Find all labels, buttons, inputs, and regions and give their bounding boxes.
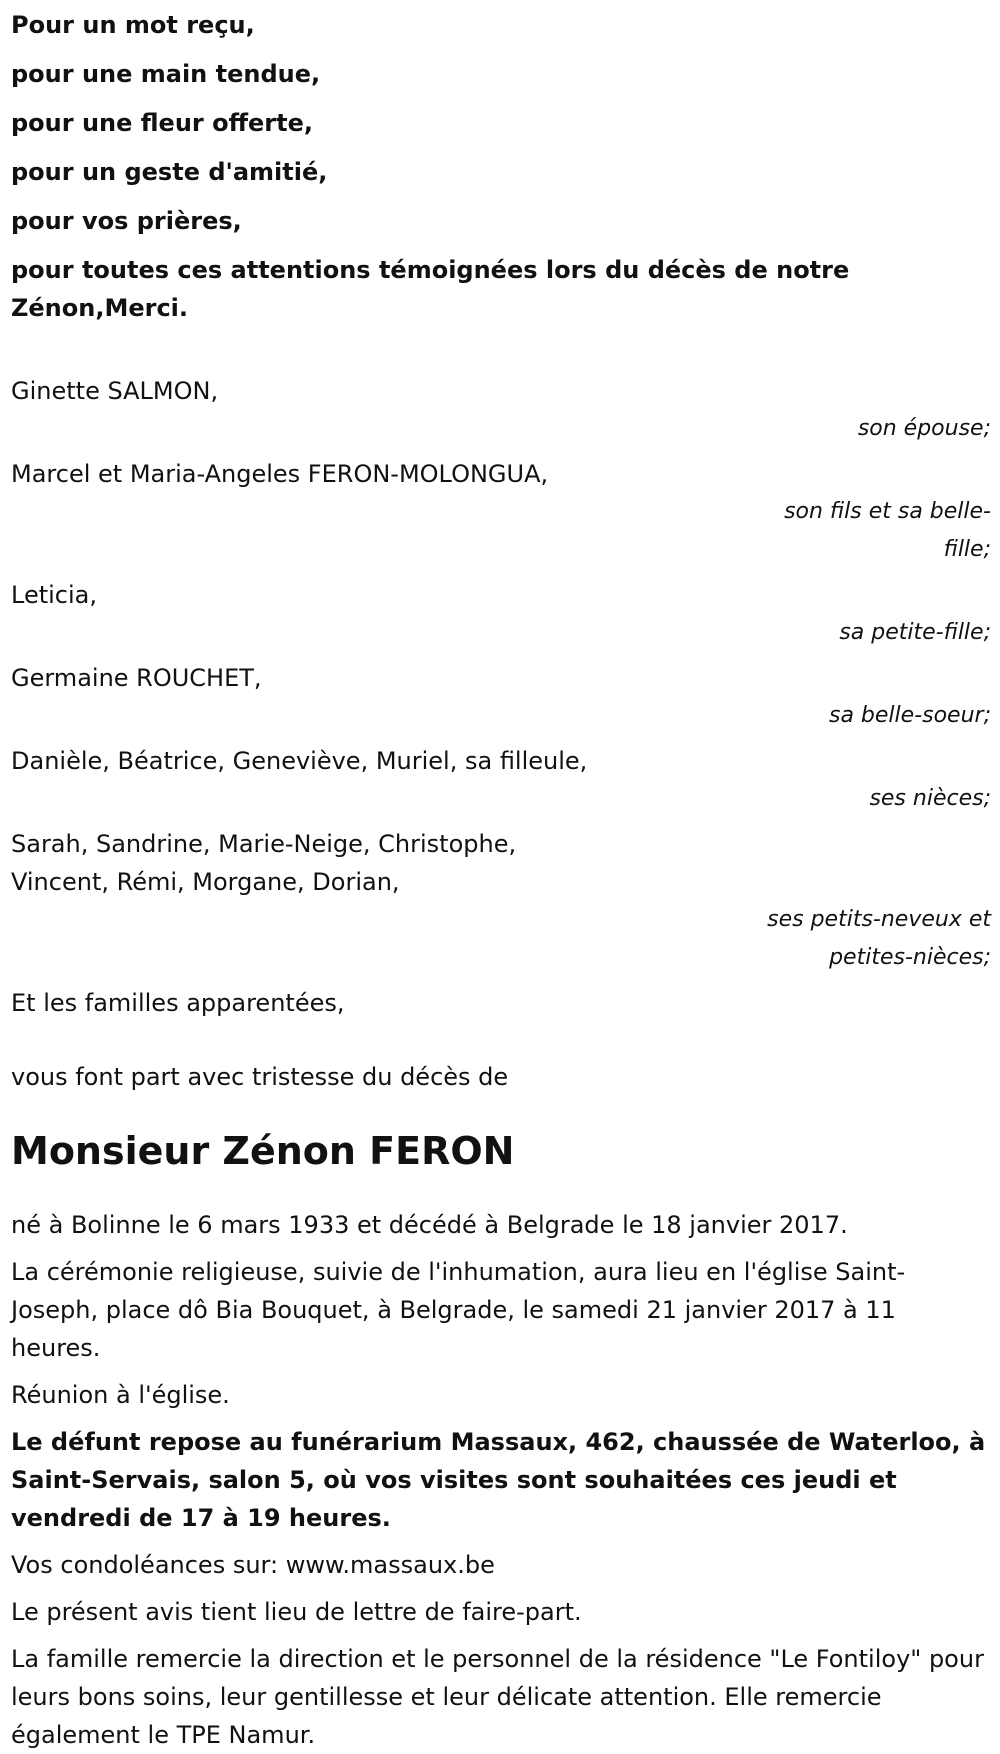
family-member-role: sa petite-fille; [839, 620, 991, 645]
thanks-line: pour un geste d'amitié, [11, 158, 328, 186]
thanks-line: pour toutes ces attentions témoignées lors du décès de notre Zénon,Merci. [11, 256, 850, 322]
family-member-role: ses petits-neveux et petites-nièces; [767, 907, 991, 970]
family-entry [11, 455, 991, 569]
notice-info: Le présent avis tient lieu de lettre de faire-part. [11, 1598, 582, 1626]
obituary-content [11, 6, 991, 1754]
family-member-role: son épouse; [857, 416, 991, 441]
family-member-role: ses nièces; [869, 786, 991, 811]
family-member-name: Leticia, [11, 581, 97, 609]
family-entry [11, 659, 991, 735]
thanks-line: pour une main tendue, [11, 60, 321, 88]
announcement-line: vous font part avec tristesse du décès de [11, 1063, 509, 1091]
family-member-name: Marcel et Maria-Angeles FERON-MOLONGUA, [11, 460, 549, 488]
birth-death-info: né à Bolinne le 6 mars 1933 et décédé à Belgrade le 18 janvier 2017. [11, 1211, 848, 1239]
family-member-name: Sarah, Sandrine, Marie-Neige, Christophe, Vincent, Rémi, Morgane, Dorian, [11, 830, 517, 896]
thanks-line: pour vos prières, [11, 207, 242, 235]
family-entry [11, 372, 991, 448]
family-member-name: Ginette SALMON, [11, 377, 219, 405]
condolences-info: Vos condoléances sur: www.massaux.be [11, 1551, 495, 1579]
details-section [11, 1206, 991, 1754]
family-entry [11, 576, 991, 652]
family-list [11, 372, 991, 977]
related-families: Et les familles apparentées, [11, 989, 345, 1017]
family-member-role: sa belle-soeur; [829, 703, 991, 728]
family-member-role: son fils et sa belle-fille; [784, 499, 991, 562]
deceased-name: Monsieur Zénon FERON [11, 1129, 515, 1173]
thanks-section [11, 6, 991, 327]
meeting-info: Réunion à l'église. [11, 1381, 230, 1409]
repose-info: Le défunt repose au funérarium Massaux, 462, chaussée de Waterloo, à Saint-Servais, salon 5, où vos visites sont souhaitées ces jeudi et vendredi de 17 à 19 heures. [11, 1428, 986, 1532]
thanks-line: pour une fleur offerte, [11, 109, 314, 137]
family-member-name: Germaine ROUCHET, [11, 664, 262, 692]
thanks-line: Pour un mot reçu, [11, 11, 255, 39]
staff-thanks-info: La famille remercie la direction et le personnel de la résidence "Le Fontiloy" pour leurs bons soins, leur gentillesse et leur délicate attention. Elle remercie également le TPE Namur. [11, 1645, 984, 1749]
family-entry [11, 742, 991, 818]
ceremony-info: La cérémonie religieuse, suivie de l'inhumation, aura lieu en l'église Saint-Joseph, place dô Bia Bouquet, à Belgrade, le samedi 21 janvier 2017 à 11 heures. [11, 1258, 906, 1362]
family-entry [11, 825, 991, 977]
family-member-name: Danièle, Béatrice, Geneviève, Muriel, sa filleule, [11, 747, 588, 775]
